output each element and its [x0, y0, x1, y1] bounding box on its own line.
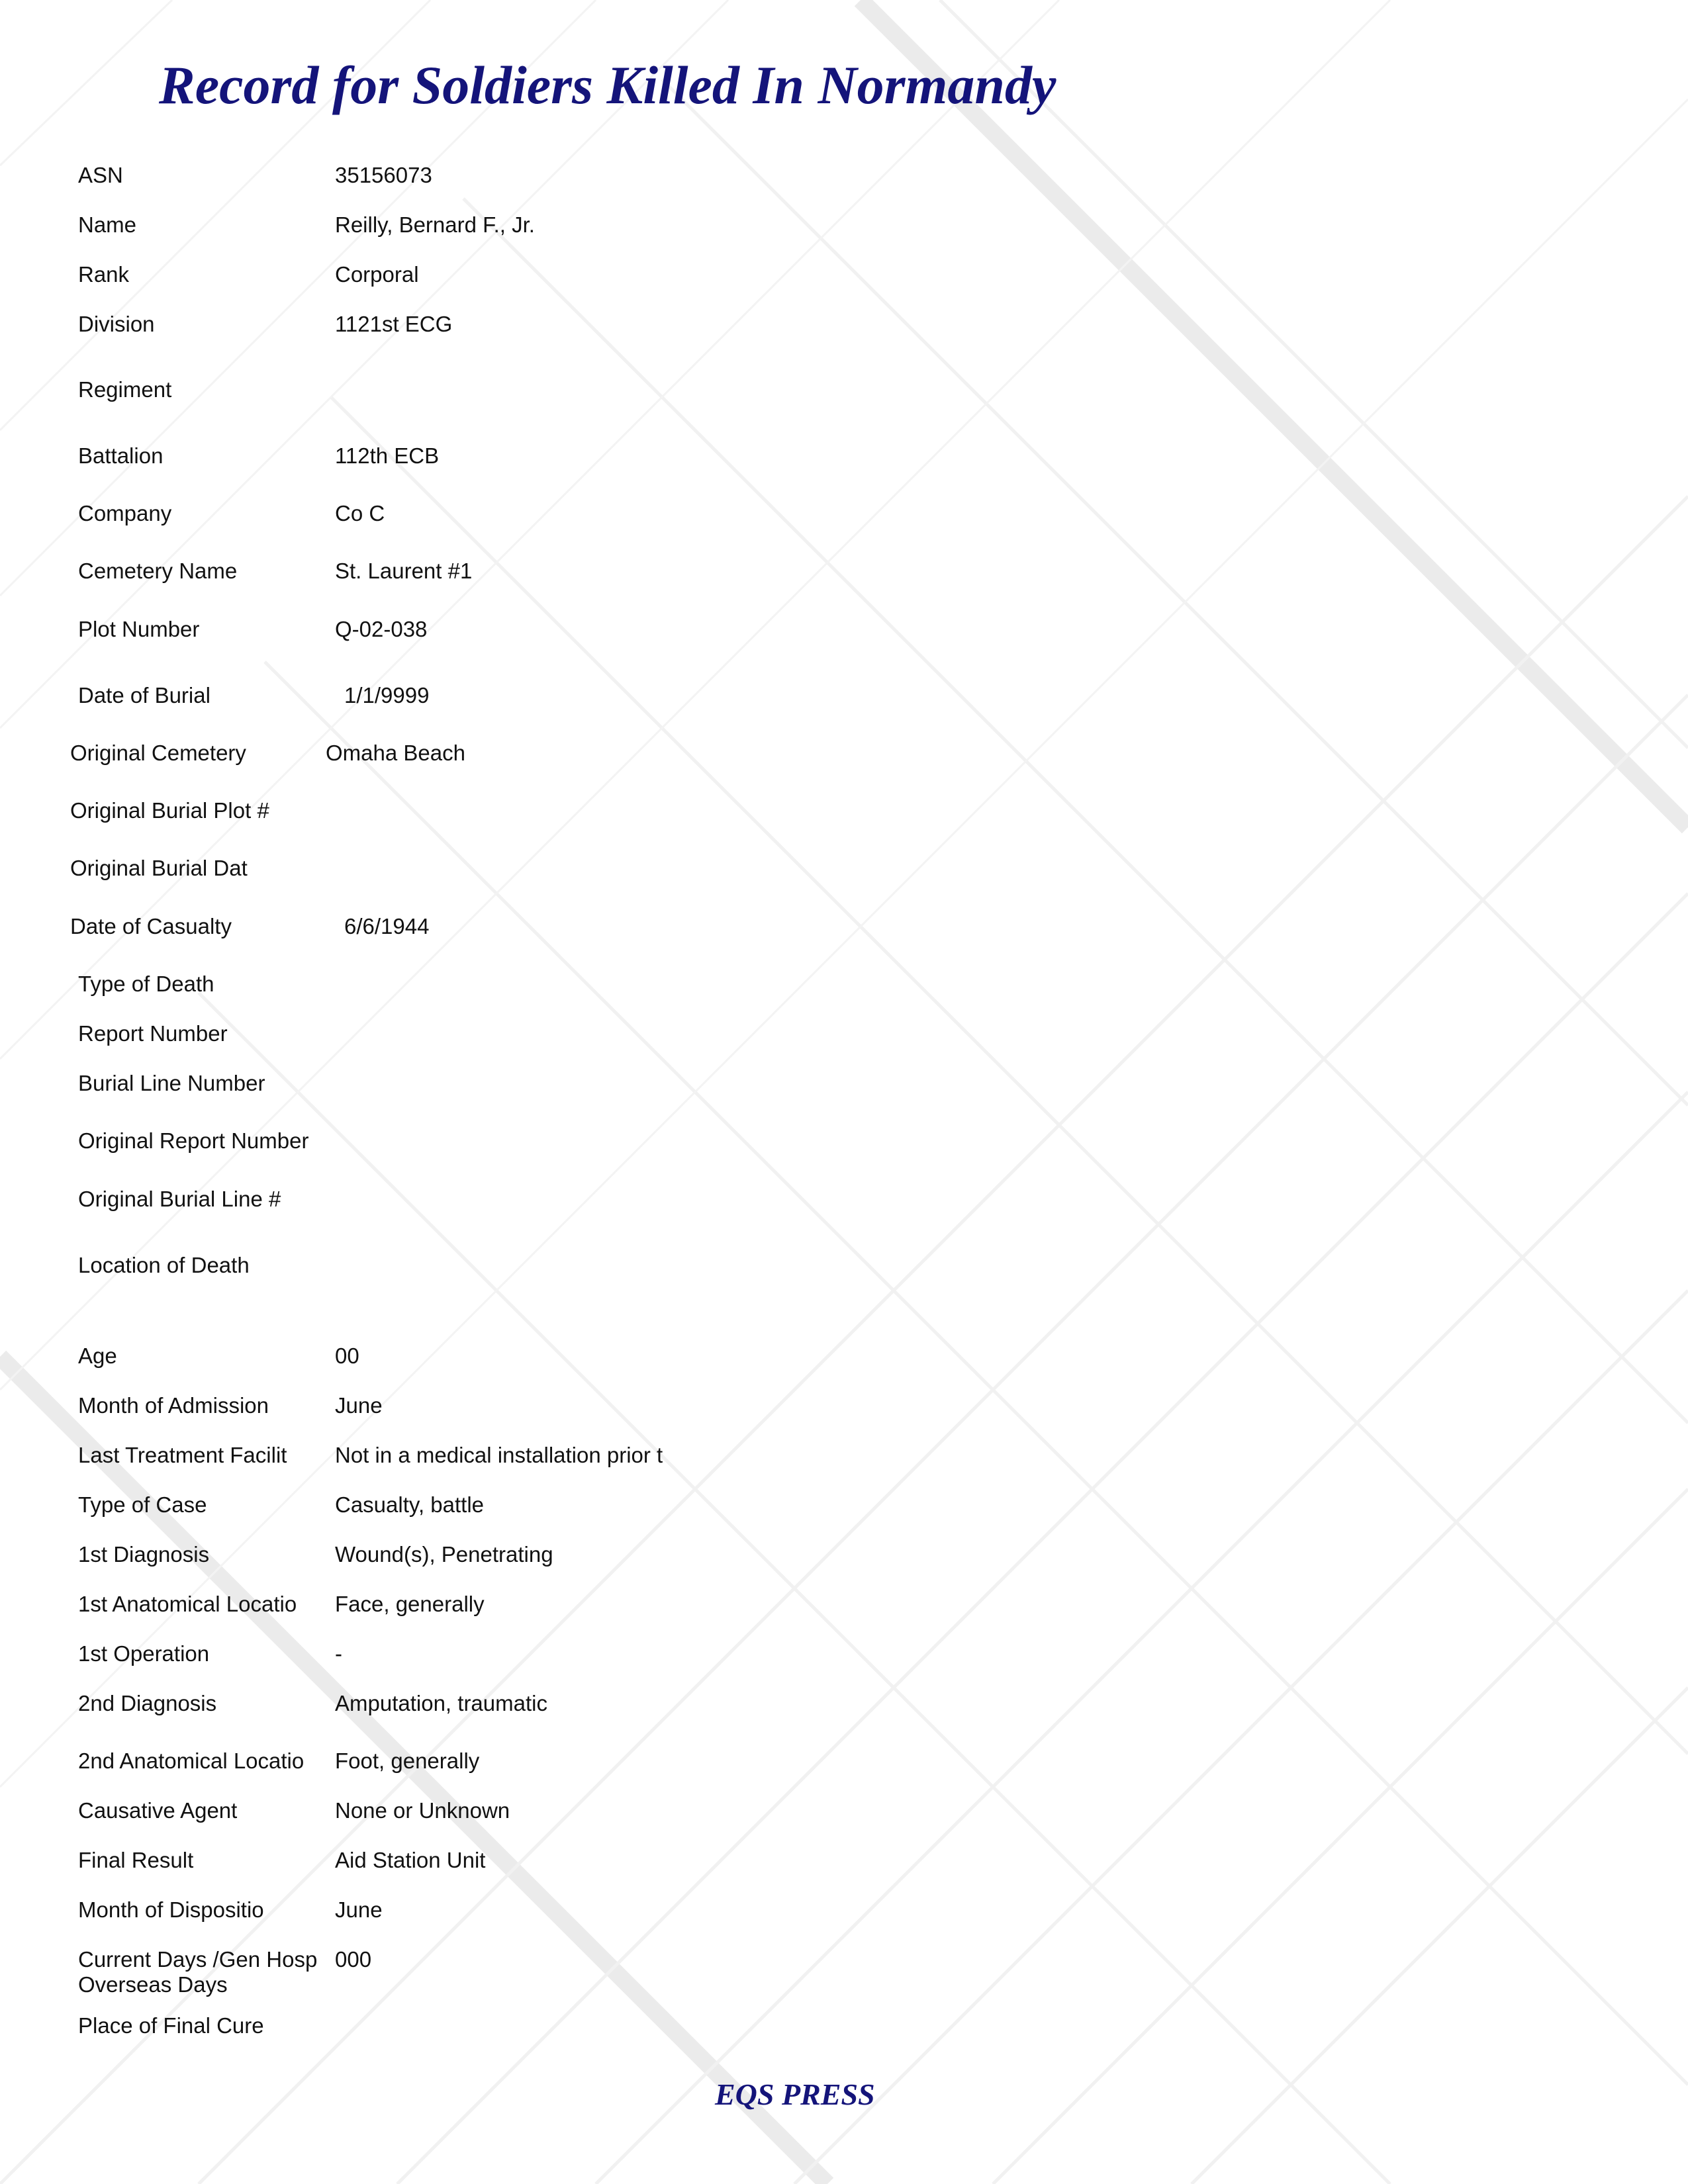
field-label: 1st Anatomical Locatio	[78, 1592, 297, 1616]
field-value: 6/6/1944	[344, 914, 430, 938]
field-label: Original Cemetery	[70, 741, 246, 765]
field-value: 000	[335, 1947, 372, 1972]
field-value: Co C	[335, 501, 385, 525]
field-value: 35156073	[335, 163, 432, 187]
field-label: Last Treatment Facilit	[78, 1443, 287, 1467]
field-label: Rank	[78, 262, 130, 287]
field-label: Original Burial Line #	[78, 1187, 281, 1211]
field-value: Casualty, battle	[335, 1492, 485, 1517]
field-value: Face, generally	[335, 1592, 485, 1616]
field-label: Regiment	[78, 377, 172, 402]
footer-publisher: EQS PRESS	[715, 2077, 875, 2111]
field-label: 1st Operation	[78, 1641, 210, 1666]
field-label: Original Burial Dat	[70, 856, 248, 880]
field-label: Battalion	[78, 443, 164, 468]
field-label: Division	[78, 312, 155, 336]
field-value: 112th ECB	[335, 443, 440, 468]
field-label: Company	[78, 501, 172, 525]
field-label: 2nd Anatomical Locatio	[78, 1749, 305, 1773]
field-label: Name	[78, 212, 137, 237]
field-label: Cemetery Name	[78, 559, 238, 583]
field-label: Type of Case	[78, 1492, 207, 1517]
field-label: Month of Admission	[78, 1393, 269, 1418]
field-value: Q-02-038	[335, 617, 428, 641]
field-value: 1/1/9999	[344, 683, 430, 707]
field-label: Current Days /Gen Hosp	[78, 1947, 318, 1972]
field-value: Not in a medical installation prior t	[335, 1443, 663, 1467]
field-label: Month of Dispositio	[78, 1897, 264, 1922]
field-label: Type of Death	[78, 972, 214, 996]
field-label: Original Burial Plot #	[70, 798, 269, 823]
field-value: Foot, generally	[335, 1749, 480, 1773]
field-label: 1st Diagnosis	[78, 1542, 210, 1567]
field-label: ASN	[78, 163, 123, 187]
field-label: Place of Final Cure	[78, 2013, 264, 2038]
field-label: Report Number	[78, 1021, 228, 1046]
field-label: 2nd Diagnosis	[78, 1691, 217, 1715]
field-value: Omaha Beach	[326, 741, 465, 765]
field-value: None or Unknown	[335, 1798, 510, 1823]
field-label: Date of Burial	[78, 683, 211, 707]
field-label: Original Report Number	[78, 1128, 309, 1153]
field-label: Final Result	[78, 1848, 194, 1872]
field-value: Amputation, traumatic	[335, 1691, 547, 1715]
page-title: Record for Soldiers Killed In Normandy	[159, 55, 1056, 115]
field-value: Wound(s), Penetrating	[335, 1542, 553, 1567]
field-value: 1121st ECG	[335, 312, 453, 336]
field-label: Plot Number	[78, 617, 200, 641]
field-value: June	[335, 1393, 383, 1418]
field-value: -	[335, 1641, 342, 1666]
field-label: Location of Death	[78, 1253, 250, 1277]
field-label: Overseas Days	[78, 1972, 228, 1997]
field-label: Causative Agent	[78, 1798, 238, 1823]
field-value: June	[335, 1897, 383, 1922]
field-label: Burial Line Number	[78, 1071, 265, 1095]
field-value: Corporal	[335, 262, 419, 287]
field-value: St. Laurent #1	[335, 559, 473, 583]
field-label: Age	[78, 1343, 117, 1368]
field-value: Reilly, Bernard F., Jr.	[335, 212, 535, 237]
field-value: 00	[335, 1343, 359, 1368]
field-label: Date of Casualty	[70, 914, 232, 938]
field-value: Aid Station Unit	[335, 1848, 486, 1872]
